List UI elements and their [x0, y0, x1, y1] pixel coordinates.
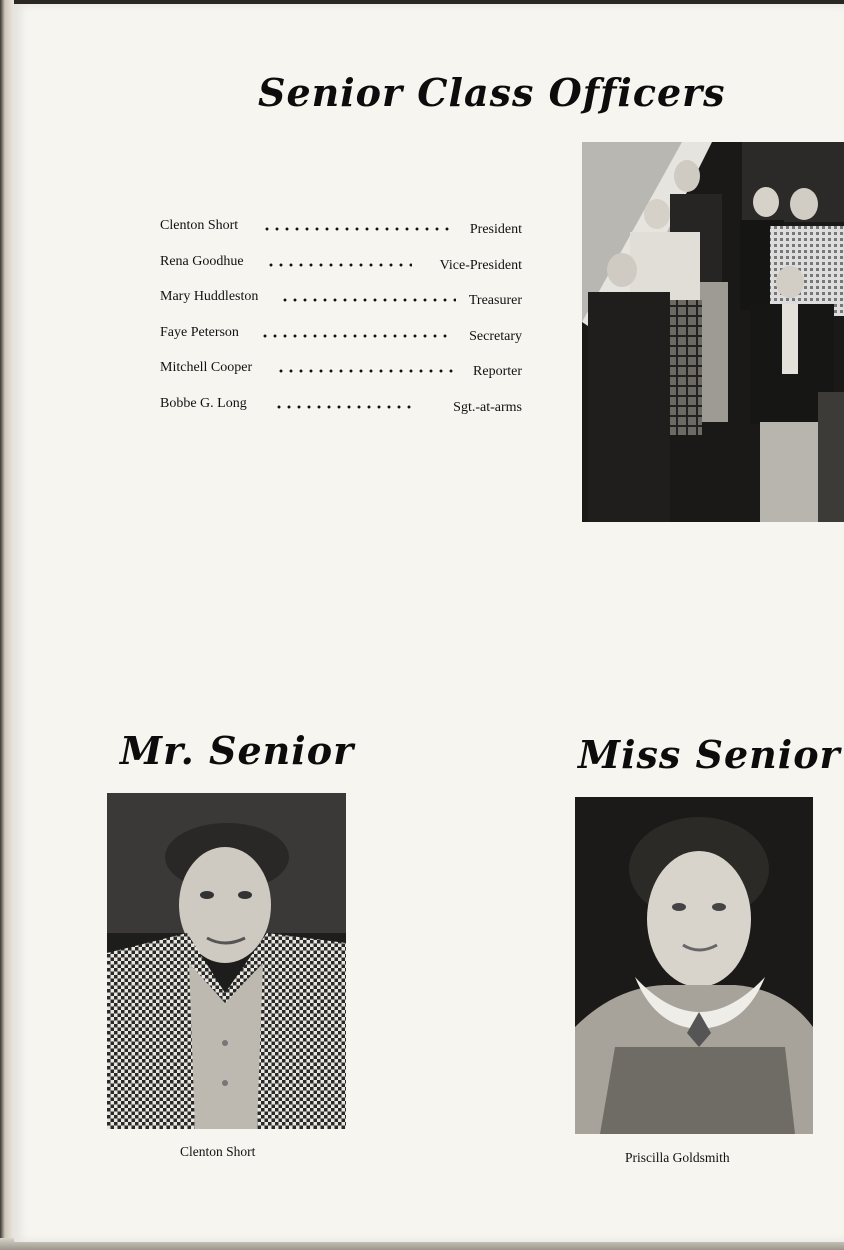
miss-senior-caption: Priscilla Goldsmith: [625, 1150, 730, 1165]
officer-row: [160, 323, 522, 359]
leader-dots: [280, 297, 456, 303]
officer-title: Treasurer: [468, 293, 522, 309]
officer-title: Secretary: [469, 328, 522, 344]
leader-dots: [274, 404, 414, 410]
leader-dots: [266, 262, 412, 268]
officer-row: [160, 216, 522, 252]
leader-dots: [260, 333, 450, 339]
mr-senior-caption: Clenton Short: [180, 1144, 256, 1159]
officer-title: Reporter: [473, 364, 522, 380]
book-spine: [0, 0, 14, 1250]
officers-group-photo: [582, 142, 844, 522]
page-title: Senior Class Officers: [258, 70, 726, 115]
mr-senior-portrait: [107, 793, 346, 1129]
officers-list: [160, 216, 522, 430]
officer-row: [160, 252, 522, 288]
officer-name: Mitchell Cooper: [160, 360, 253, 376]
miss-senior-portrait: [575, 797, 813, 1134]
officer-title: Sgt.-at-arms: [453, 399, 522, 415]
officer-row: [160, 358, 522, 394]
miss-senior-title: Miss Senior: [578, 732, 841, 777]
officer-name: Mary Huddleston: [160, 289, 259, 305]
officer-name: Bobbe G. Long: [160, 395, 247, 411]
officer-name: Faye Peterson: [160, 324, 239, 340]
officer-row: [160, 287, 522, 323]
mr-senior-title: Mr. Senior: [120, 728, 355, 773]
leader-dots: [262, 226, 452, 232]
officer-name: Rena Goodhue: [160, 253, 244, 269]
officer-name: Clenton Short: [160, 218, 239, 233]
officer-row: [160, 394, 522, 430]
leader-dots: [276, 368, 456, 374]
officer-title: President: [469, 222, 522, 237]
officer-title: Vice-President: [439, 257, 522, 273]
